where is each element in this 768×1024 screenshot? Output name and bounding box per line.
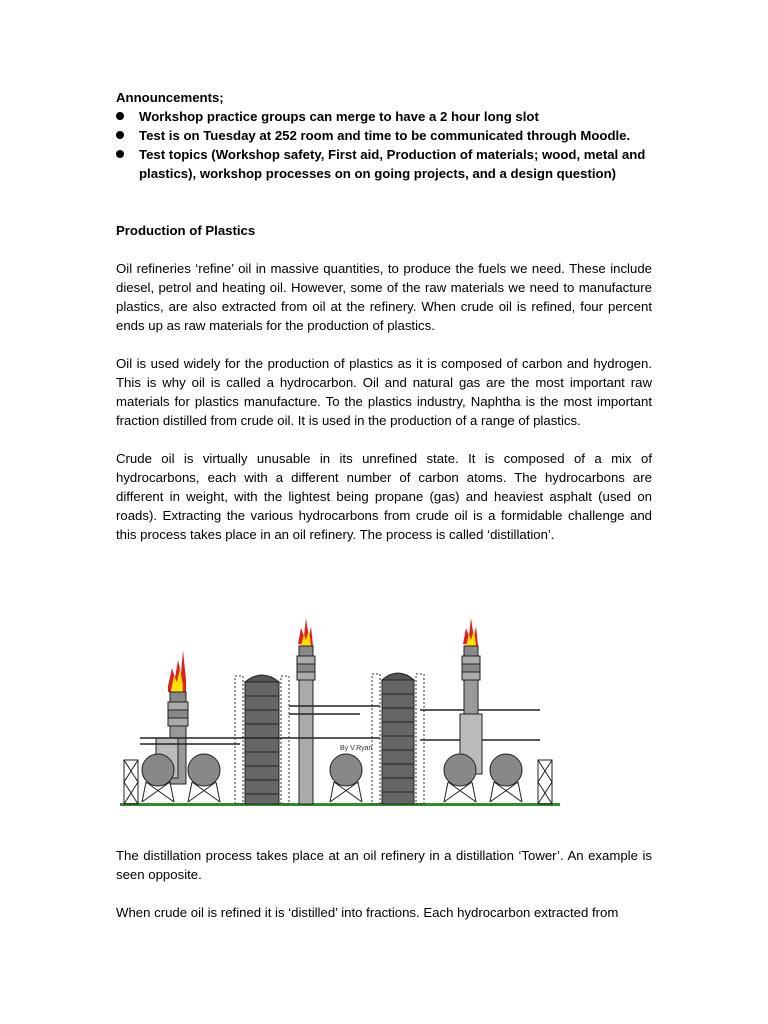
- paragraph: Crude oil is virtually unusable in its unrefined state. It is composed of a mix of hydrocarbons, each with a different number of carbon atoms. The hydrocarbons are different in weight, with the lightest being propane (gas) and heaviest asphalt (used on roads). Extracting the various hydrocarbons from crude oil is a formidable challenge and this process takes place in an oil refinery. The process is called ‘distillation’.: [116, 451, 652, 542]
- distillation-tower-2: [372, 673, 424, 804]
- paragraph: The distillation process takes place at an oil refinery in a distillation ‘Tower’. An example is seen opposite.: [116, 848, 652, 882]
- storage-sphere: [444, 754, 476, 802]
- paragraph: Oil is used widely for the production of plastics as it is composed of carbon and hydrogen. This is why oil is called a hydrocarbon. Oil and natural gas are the most important raw materials for plastics manufacture. To the plastics industry, Naphtha is the most important fraction distilled from crude oil. It is used in the production of a range of plastics.: [116, 356, 652, 428]
- flare-stack-right: [460, 618, 482, 774]
- bullet-icon: [116, 112, 124, 120]
- ground-line: [120, 803, 560, 806]
- document-page: [116, 88, 652, 544]
- section-title: Production of Plastics: [116, 223, 256, 238]
- oil-refinery-illustration: [120, 610, 580, 810]
- paragraph: When crude oil is refined it is ‘distilled’ into fractions. Each hydrocarbon extracted from: [116, 905, 619, 920]
- storage-sphere: [142, 754, 174, 802]
- signature-text: By V.Ryan: [340, 745, 373, 752]
- announcement-item: Workshop practice groups can merge to have a 2 hour long slot: [116, 107, 652, 126]
- bullet-icon: [116, 131, 124, 139]
- storage-sphere: [490, 754, 522, 802]
- document-continuation: [116, 846, 652, 922]
- announcements-heading: Announcements;: [116, 90, 224, 105]
- storage-sphere: [188, 754, 220, 802]
- announcements-list: [116, 107, 652, 183]
- bullet-icon: [116, 150, 124, 158]
- announcement-item: Test is on Tuesday at 252 room and time to be communicated through Moodle.: [116, 126, 652, 145]
- announcement-item: Test topics (Workshop safety, First aid, Production of materials; wood, metal and plastics), workshop processes on on going projects, and a design question): [116, 145, 652, 183]
- storage-sphere: [330, 754, 362, 802]
- flare-stack-middle: [297, 618, 315, 804]
- storage-spheres: [142, 754, 522, 802]
- paragraph: Oil refineries ‘refine’ oil in massive quantities, to produce the fuels we need. These include diesel, petrol and heating oil. However, some of the raw materials we need to manufacture plastics, are also extracted from oil at the refinery. When crude oil is refined, four percent ends up as raw materials for the production of plastics.: [116, 261, 652, 333]
- distillation-tower-1: [235, 675, 289, 804]
